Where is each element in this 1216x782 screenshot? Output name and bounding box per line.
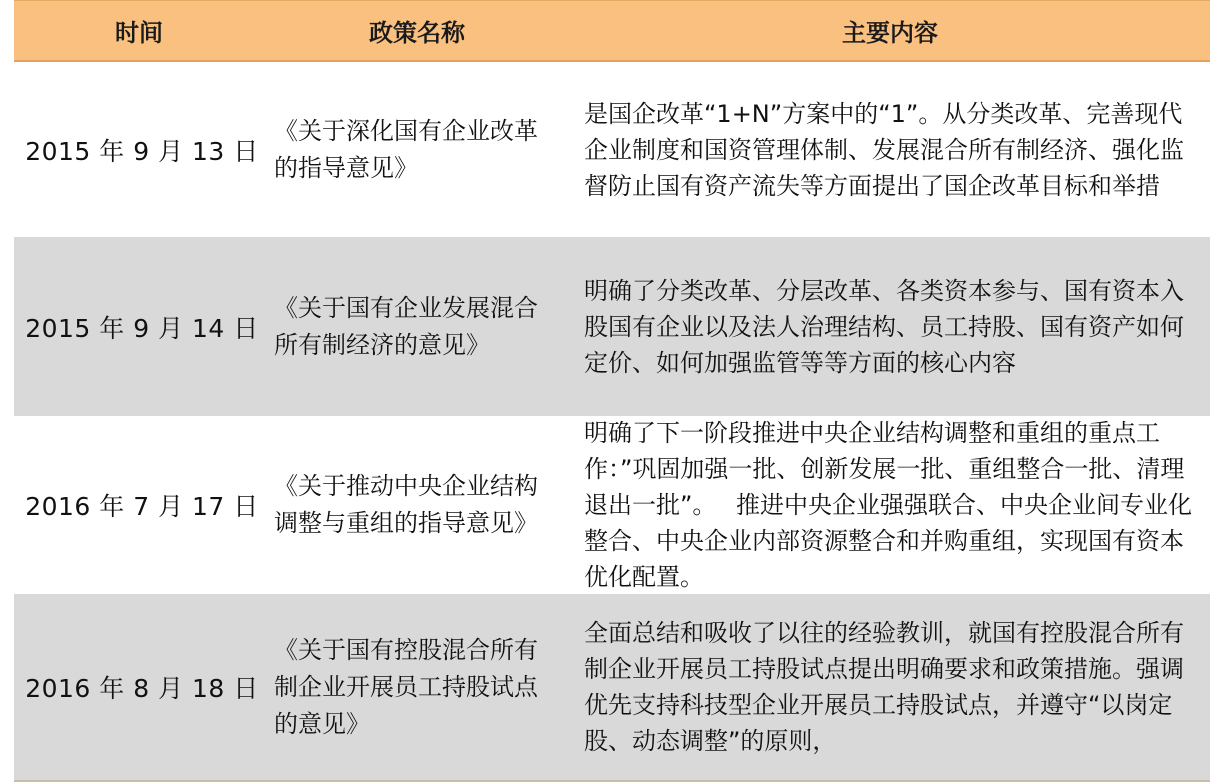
content-text: 全面总结和吸收了以往的经验教训，就国有控股混合所有制企业开展员工持股试点提出明确要求和政策措施。强调优先支持科技型企业开展员工持股试点，并遵守“以岗定股、动态调整”的原则， (584, 619, 1184, 755)
row-content (570, 62, 1210, 237)
policy-name-text: 《关于深化国有企业改革的指导意见》 (274, 116, 538, 182)
row-date: 2016 年 8 月 18 日 (25, 674, 259, 703)
row-content (570, 416, 1210, 594)
row-policy-name (264, 416, 570, 594)
table-row (14, 594, 1210, 780)
row-policy-name (264, 62, 570, 237)
header-main-content: 主要内容 (842, 19, 938, 47)
row-date: 2016 年 7 月 17 日 (25, 492, 259, 521)
row-content (570, 237, 1210, 416)
table-row (14, 416, 1210, 594)
table-row (14, 62, 1210, 237)
content-text: 明确了下一阶段推进中央企业结构调整和重组的重点工作：”巩固加强一批、创新发展一批、重组整合一批、清理退出一批”。 推进中央企业强强联合、中央企业间专业化整合、中央企业内部资源整合和并购重组，实现国有资本优化配置。 (584, 419, 1193, 591)
row-date: 2015 年 9 月 13 日 (25, 136, 259, 166)
row-content (570, 594, 1210, 780)
row-policy-name (264, 594, 570, 780)
header-policy-name: 政策名称 (369, 19, 465, 47)
table-row (14, 237, 1210, 416)
policy-table (14, 0, 1210, 782)
content-text: 是国企改革“1+N”方案中的“1”。从分类改革、完善现代企业制度和国资管理体制、发展混合所有制经济、强化监督防止国有资产流失等方面提出了国企改革目标和举措 (584, 99, 1184, 200)
policy-name-text: 《关于国有企业发展混合所有制经济的意见》 (274, 293, 538, 359)
policy-name-text: 《关于推动中央企业结构调整与重组的指导意见》 (274, 472, 538, 537)
table-header (14, 0, 1210, 62)
content-text: 明确了分类改革、分层改革、各类资本参与、国有资本入股国有企业以及法人治理结构、员工持股、国有资产如何定价、如何加强监管等等方面的核心内容 (584, 276, 1184, 377)
row-policy-name (264, 237, 570, 416)
policy-name-text: 《关于国有控股混合所有制企业开展员工持股试点的意见》 (274, 635, 538, 738)
header-date: 时间 (115, 19, 163, 47)
row-date: 2015 年 9 月 14 日 (25, 313, 259, 343)
